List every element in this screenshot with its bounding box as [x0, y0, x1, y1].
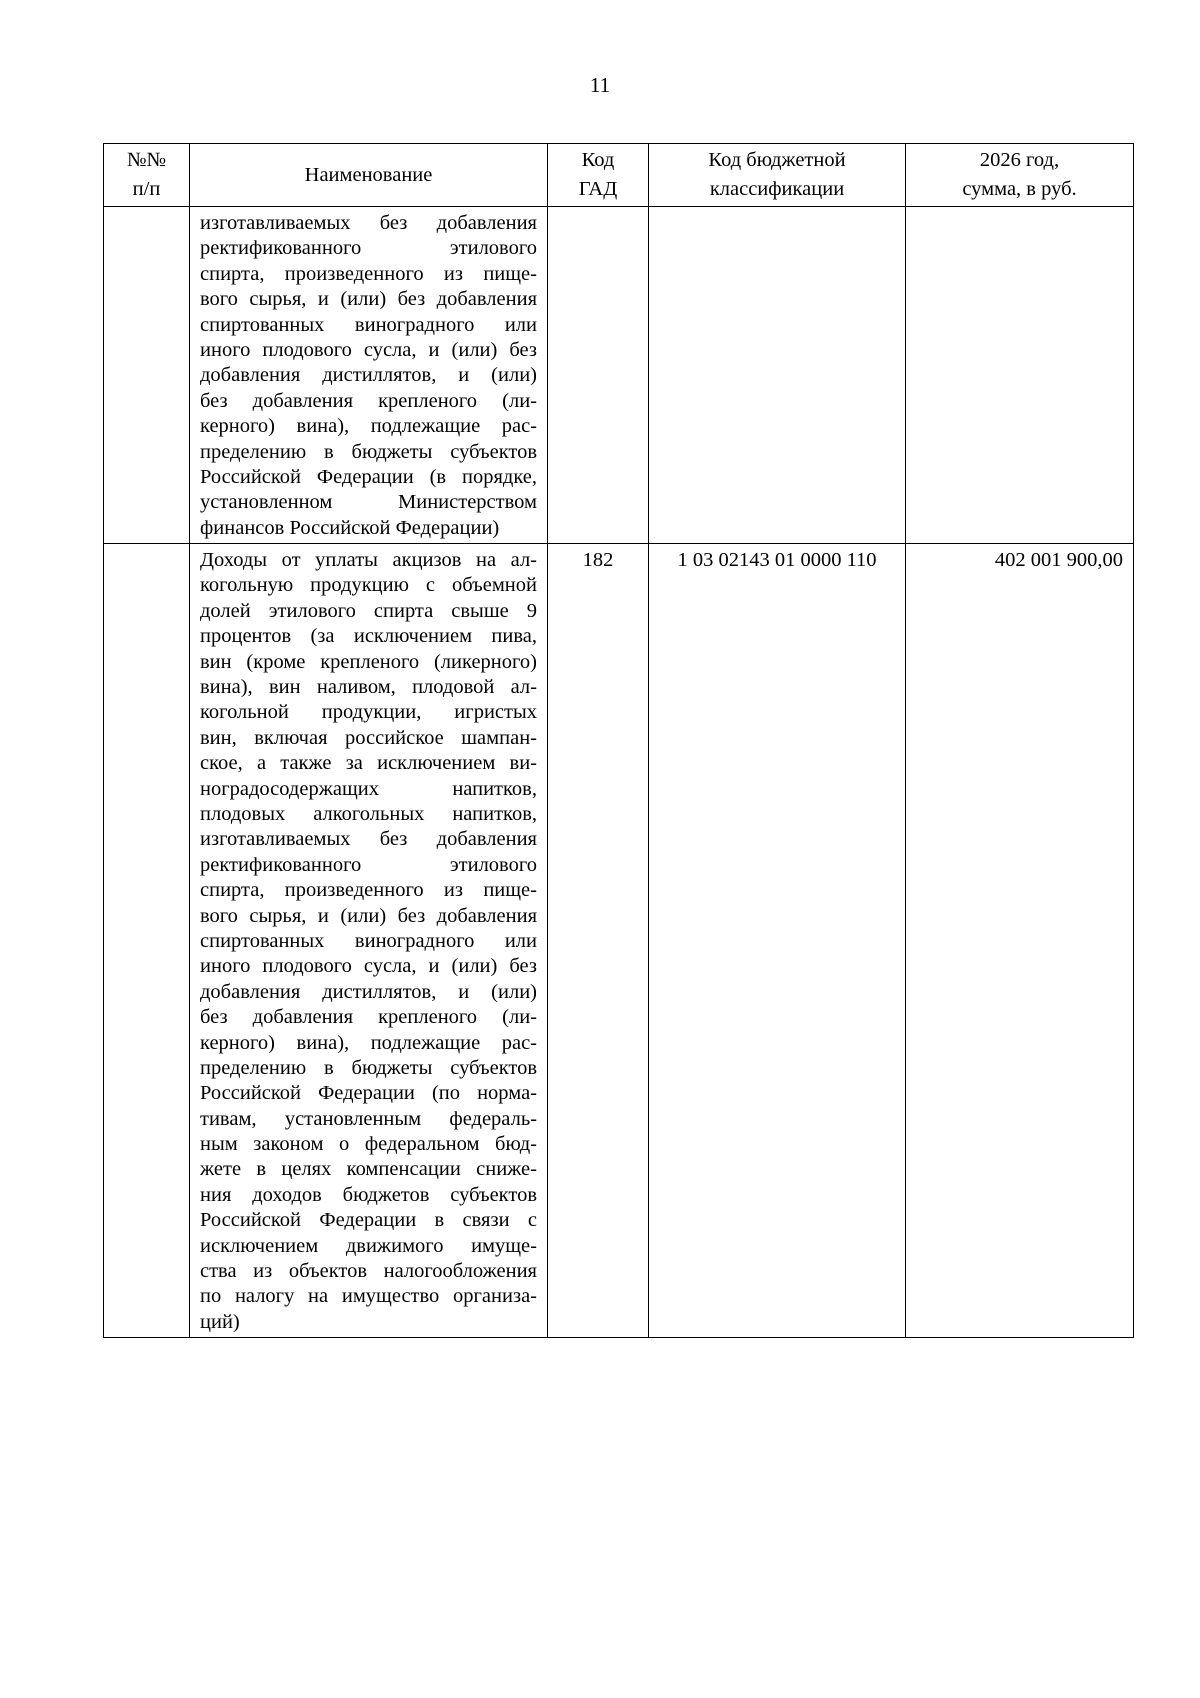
- cell-name-line: спирта, произведенного из пище-: [200, 262, 537, 285]
- cell-name-line: ноградосодержащих напитков,: [200, 777, 537, 800]
- header-name: [190, 144, 548, 207]
- cell-name-line: по налогу на имущество организа-: [200, 1285, 537, 1308]
- cell-name-line: добавления дистиллятов, и (или): [200, 980, 537, 1003]
- cell-name-line: вого сырья, и (или) без добавления: [200, 288, 537, 311]
- table-body: [104, 207, 1134, 1338]
- header-sum-line-1: 2026 год,: [979, 149, 1060, 171]
- cell-name-line: ций): [200, 1310, 240, 1333]
- header-sum-line-2: сумма, в руб.: [962, 178, 1077, 200]
- table-row: [104, 544, 1134, 1338]
- cell-name-line: Российской Федерации в связи с: [200, 1209, 537, 1232]
- cell-name-line: Российской Федерации (в порядке,: [200, 465, 537, 488]
- cell-name-line: добавления дистиллятов, и (или): [200, 364, 537, 387]
- cell-gad: 182: [548, 544, 649, 1338]
- table-row: [104, 207, 1134, 544]
- cell-name-line: иного плодового сусла, и (или) без: [200, 955, 537, 978]
- cell-gad: [548, 207, 649, 544]
- cell-name-line: спиртованных виноградного или: [200, 929, 537, 952]
- header-num: [104, 144, 190, 207]
- cell-name-line: долей этилового спирта свыше 9: [200, 599, 537, 622]
- cell-name-line: тивам, установленным федераль-: [200, 1107, 537, 1130]
- cell-name-line: процентов (за исключением пива,: [200, 625, 537, 648]
- header-sum: [906, 144, 1134, 207]
- header-gad-line-2: ГАД: [578, 178, 618, 200]
- cell-name: [190, 207, 548, 544]
- cell-sum: [906, 207, 1134, 544]
- cell-name-line: Доходы от уплаты акцизов на ал-: [200, 549, 537, 572]
- cell-name-line: жете в целях компенсации сниже-: [200, 1158, 537, 1181]
- page-number: 11: [589, 73, 611, 97]
- cell-name-line: вин, включая российское шампан-: [200, 726, 537, 749]
- cell-name-line: спирта, произведенного из пище-: [200, 879, 537, 902]
- cell-name-line: ния доходов бюджетов субъектов: [200, 1183, 537, 1206]
- cell-name-line: ское, а также за исключением ви-: [200, 752, 537, 775]
- header-gad-line-1: Код: [581, 149, 615, 171]
- header-kbk-line-1: Код бюджетной: [708, 149, 846, 171]
- cell-name-line: изготавливаемых без добавления: [200, 212, 537, 234]
- header-num-line-1: №№: [126, 149, 167, 171]
- cell-name-line: керного) вина), подлежащие рас-: [200, 1031, 537, 1054]
- cell-name-line: керного) вина), подлежащие рас-: [200, 415, 537, 438]
- cell-name-line: ства из объектов налогообложения: [200, 1260, 537, 1283]
- cell-name-line: вин (кроме крепленого (ликерного): [200, 650, 537, 673]
- header-gad: [548, 144, 649, 207]
- cell-name-line: пределению в бюджеты субъектов: [200, 1056, 537, 1079]
- cell-name-line: изготавливаемых без добавления: [200, 828, 537, 851]
- cell-kbk: 1 03 02143 01 0000 110: [649, 544, 906, 1338]
- cell-name-line: когольную продукцию с объемной: [200, 574, 537, 597]
- header-num-line-2: п/п: [132, 178, 161, 200]
- cell-name-line: когольной продукции, игристых: [200, 701, 537, 724]
- cell-name: [190, 544, 548, 1338]
- cell-num: [104, 544, 190, 1338]
- cell-name-line: плодовых алкогольных напитков,: [200, 802, 537, 825]
- cell-name-line: установленном Министерством: [200, 491, 537, 514]
- cell-name-line: пределению в бюджеты субъектов: [200, 440, 537, 463]
- cell-name-line: финансов Российской Федерации): [200, 516, 500, 539]
- cell-name-line: ректификованного этилового: [200, 853, 537, 876]
- cell-sum: 402 001 900,00: [906, 544, 1134, 1338]
- header-kbk-line-2: классификации: [709, 178, 845, 200]
- table-header-row: [104, 144, 1134, 207]
- cell-num: [104, 207, 190, 544]
- cell-name-line: вого сырья, и (или) без добавления: [200, 904, 537, 927]
- cell-kbk: [649, 207, 906, 544]
- cell-name-line: спиртованных виноградного или: [200, 313, 537, 336]
- cell-name-line: вина), вин наливом, плодовой ал-: [200, 676, 537, 699]
- cell-name-line: без добавления крепленого (ли-: [200, 1006, 537, 1029]
- header-name-line-1: Наименование: [304, 163, 433, 186]
- cell-name-line: исключением движимого имуще-: [200, 1234, 537, 1257]
- cell-name-line: Российской Федерации (по норма-: [200, 1082, 537, 1105]
- budget-revenue-table: [103, 143, 1134, 1338]
- cell-name-line: иного плодового сусла, и (или) без: [200, 338, 537, 361]
- header-kbk: [649, 144, 906, 207]
- cell-name-line: ректификованного этилового: [200, 237, 537, 260]
- cell-name-line: ным законом о федеральном бюд-: [200, 1133, 537, 1156]
- cell-name-line: без добавления крепленого (ли-: [200, 389, 537, 412]
